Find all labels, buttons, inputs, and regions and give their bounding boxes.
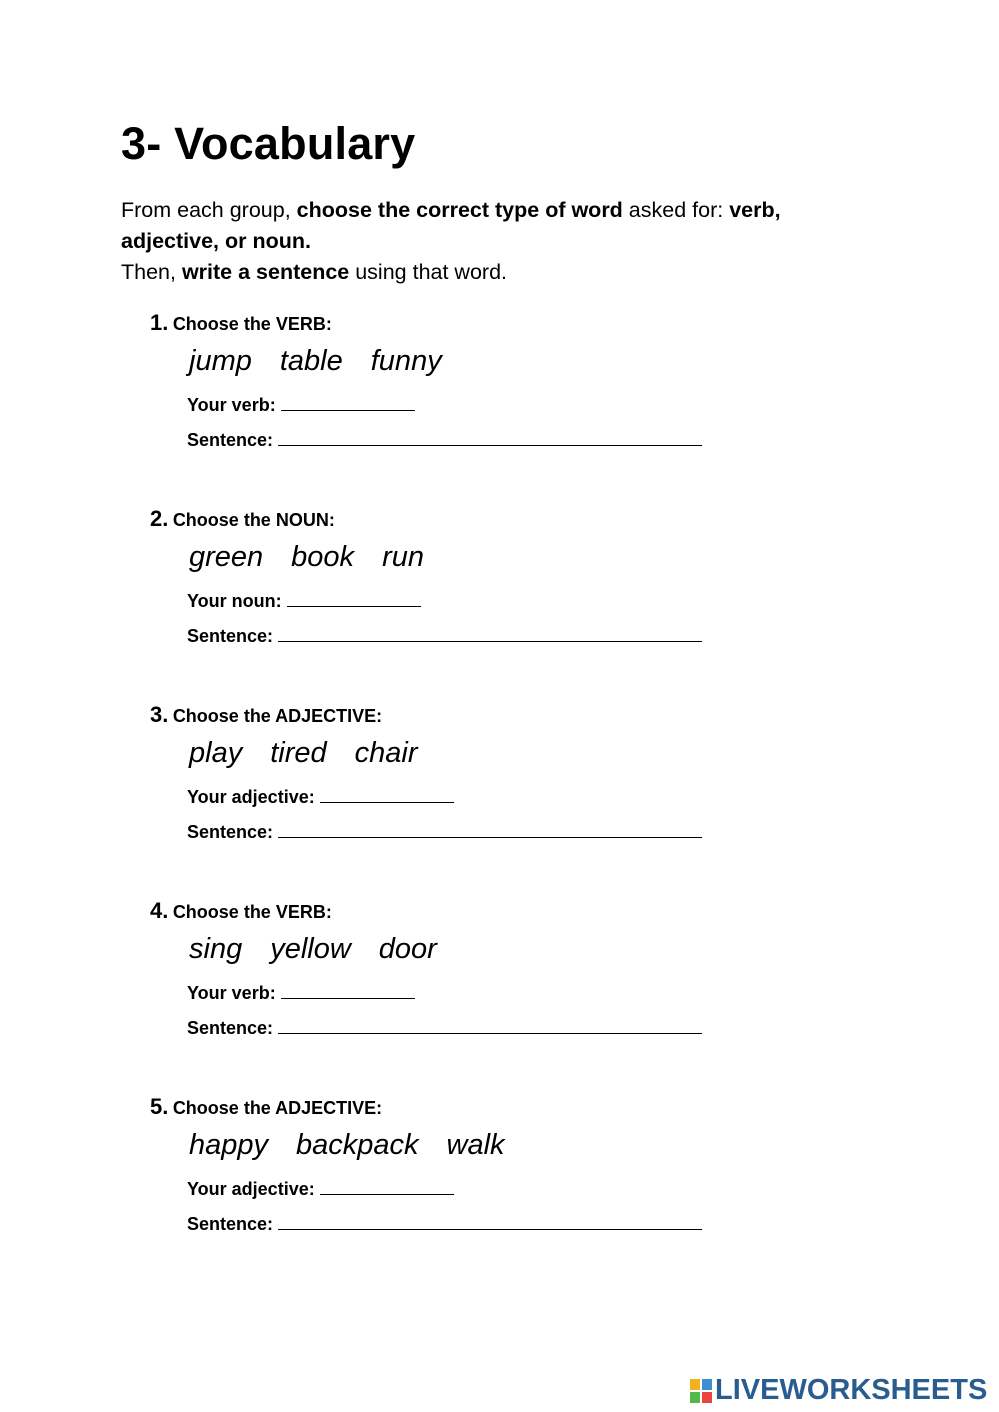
sentence-blank[interactable] xyxy=(278,1017,702,1034)
answer-label: Your noun: xyxy=(187,591,282,611)
instructions-emphasis: write a sentence xyxy=(181,260,350,284)
question-prompt: Choose the ADJECTIVE: xyxy=(172,1098,383,1118)
liveworksheets-logo xyxy=(690,1374,987,1407)
question-header xyxy=(150,506,335,532)
word-group xyxy=(189,345,470,378)
word-group xyxy=(189,933,465,966)
answer-label: Your verb: xyxy=(187,395,276,415)
sentence-field xyxy=(187,429,702,451)
answer-label: Your adjective: xyxy=(187,1179,315,1199)
question-number: 3. xyxy=(150,702,169,727)
question-prompt: Choose the NOUN: xyxy=(172,510,335,530)
answer-blank[interactable] xyxy=(281,394,415,411)
liveworksheets-logo-icon xyxy=(690,1379,712,1403)
word-option: green xyxy=(189,541,264,573)
sentence-field xyxy=(187,1017,702,1039)
question-number: 2. xyxy=(150,506,169,531)
instructions-emphasis: verb, adjective, or noun. xyxy=(121,198,781,253)
word-option: table xyxy=(279,345,343,377)
instructions xyxy=(121,195,881,288)
question-prompt: Choose the ADJECTIVE: xyxy=(172,706,383,726)
word-option: jump xyxy=(189,345,252,377)
answer-blank[interactable] xyxy=(320,786,454,803)
instructions-text: asked for: xyxy=(622,198,730,222)
question-prompt: Choose the VERB: xyxy=(172,314,332,334)
question-number: 5. xyxy=(150,1094,169,1119)
instructions-text: using that word. xyxy=(349,260,508,284)
sentence-label: Sentence: xyxy=(187,430,274,450)
question-prompt: Choose the VERB: xyxy=(172,902,332,922)
word-option: door xyxy=(378,933,437,965)
section-title: 3- Vocabulary xyxy=(121,118,416,169)
answer-field xyxy=(187,786,454,808)
answer-field xyxy=(187,394,415,416)
instructions-text: Then, xyxy=(121,260,182,284)
instructions-emphasis: choose the correct type of word xyxy=(296,198,623,222)
word-option: run xyxy=(382,541,424,573)
answer-blank[interactable] xyxy=(320,1178,454,1195)
answer-field xyxy=(187,1178,454,1200)
sentence-field xyxy=(187,625,702,647)
question-header xyxy=(150,898,332,924)
word-option: book xyxy=(291,541,355,573)
word-option: backpack xyxy=(296,1129,419,1161)
question-header xyxy=(150,702,382,728)
sentence-field xyxy=(187,821,702,843)
word-option: yellow xyxy=(270,933,351,965)
answer-blank[interactable] xyxy=(287,590,421,607)
answer-blank[interactable] xyxy=(281,982,415,999)
word-option: walk xyxy=(446,1129,505,1161)
sentence-blank[interactable] xyxy=(278,625,702,642)
sentence-blank[interactable] xyxy=(278,1213,702,1230)
word-option: chair xyxy=(354,737,418,769)
word-option: funny xyxy=(370,345,442,377)
question-header xyxy=(150,1094,382,1120)
word-option: sing xyxy=(189,933,243,965)
word-option: happy xyxy=(189,1129,269,1161)
sentence-blank[interactable] xyxy=(278,429,702,446)
instructions-text: From each group, xyxy=(121,198,297,222)
question-number: 1. xyxy=(150,310,169,335)
word-group xyxy=(189,737,445,770)
sentence-label: Sentence: xyxy=(187,626,274,646)
sentence-label: Sentence: xyxy=(187,1214,274,1234)
sentence-label: Sentence: xyxy=(187,1018,274,1038)
question-header xyxy=(150,310,332,336)
question-number: 4. xyxy=(150,898,169,923)
sentence-label: Sentence: xyxy=(187,822,274,842)
sentence-field xyxy=(187,1213,702,1235)
answer-field xyxy=(187,590,421,612)
answer-label: Your verb: xyxy=(187,983,276,1003)
answer-label: Your adjective: xyxy=(187,787,315,807)
answer-field xyxy=(187,982,415,1004)
word-option: tired xyxy=(270,737,327,769)
sentence-blank[interactable] xyxy=(278,821,702,838)
word-group xyxy=(189,541,452,574)
word-option: play xyxy=(189,737,243,769)
word-group xyxy=(189,1129,533,1162)
logo-text: LIVEWORKSHEETS xyxy=(715,1374,988,1406)
